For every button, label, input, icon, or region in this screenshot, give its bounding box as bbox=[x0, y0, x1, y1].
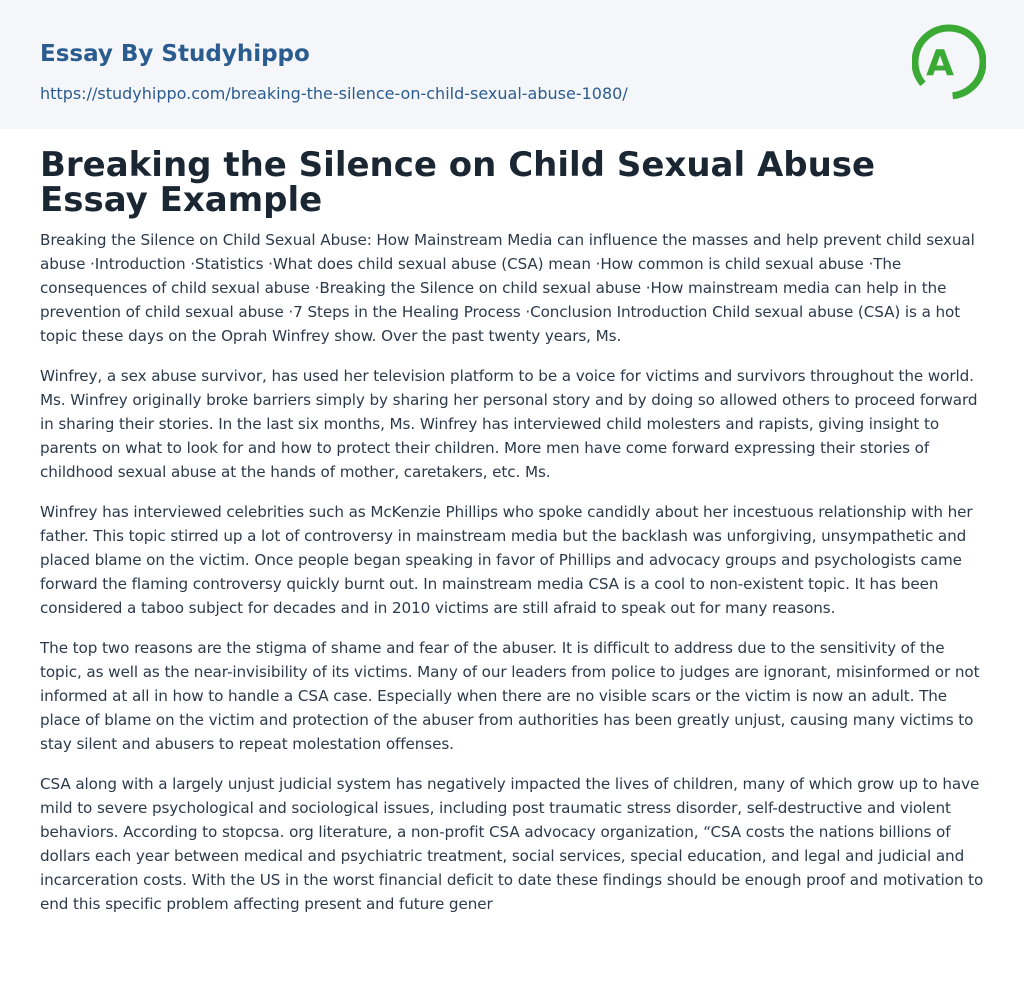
essay-paragraph: Winfrey, a sex abuse survivor, has used her television platform to be a voice for victims and survivors throughout the world. Ms. Winfrey originally broke barriers simply by sharing her personal story and by doing so allowed others to proceed forward in sharing their stories. In the last six months, Ms. Winfrey has interviewed child molesters and rapists, giving insight to parents on what to look for and how to protect their children. More men have come forward expressing their stories of childhood sexual abuse at the hands of mother, caretakers, etc. Ms. bbox=[40, 367, 978, 481]
essay-body bbox=[40, 228, 988, 942]
studyhippo-logo-icon[interactable] bbox=[912, 20, 986, 106]
essay-url-link[interactable]: https://studyhippo.com/breaking-the-silence-on-child-sexual-abuse-1080/ bbox=[40, 84, 628, 103]
essay-paragraph: CSA along with a largely unjust judicial system has negatively impacted the lives of children, many of which grow up to have mild to severe psychological and sociological issues, including post traumatic stress disorder, self-destructive and violent behaviors. According to stopcsa. org literature, a non-profit CSA advocacy organization, “CSA costs the nations billions of dollars each year between medical and psychiatric treatment, social services, special education, and legal and judicial and incarceration costs. With the US in the worst financial deficit to date these findings should be enough proof and motivation to end this specific problem affecting present and future gener bbox=[40, 775, 984, 913]
page-title: Breaking the Silence on Child Sexual Abuse Essay Example bbox=[40, 145, 876, 220]
essay-paragraph: The top two reasons are the stigma of shame and fear of the abuser. It is difficult to address due to the sensitivity of the topic, as well as the near-invisibility of its victims. Many of our leaders from police to judges are ignorant, misinformed or not informed at all in how to handle a CSA case. Especially when there are no visible scars or the victim is now an adult. The place of blame on the victim and protection of the abuser from authorities has been greatly unjust, causing many victims to stay silent and abusers to repeat molestation offenses. bbox=[40, 639, 980, 753]
essay-paragraph: Breaking the Silence on Child Sexual Abuse: How Mainstream Media can influence the masses and help prevent child sexual abuse ·Introduction ·Statistics ·What does child sexual abuse (CSA) mean ·How common is child sexual abuse ·The consequences of child sexual abuse ·Breaking the Silence on child sexual abuse ·How mainstream media can help in the prevention of child sexual abuse ·7 Steps in the Healing Process ·Conclusion Introduction Child sexual abuse (CSA) is a hot topic these days on the Oprah Winfrey show. Over the past twenty years, Ms. bbox=[40, 231, 975, 345]
essay-paragraph: Winfrey has interviewed celebrities such as McKenzie Phillips who spoke candidly about her incestuous relationship with her father. This topic stirred up a lot of controversy in mainstream media but the backlash was unforgiving, unsympathetic and placed blame on the victim. Once people began speaking in favor of Phillips and advocacy groups and psychologists came forward the flaming controversy quickly burnt out. In mainstream media CSA is a cool to non-existent topic. It has been considered a taboo subject for decades and in 2010 victims are still afraid to speak out for many reasons. bbox=[40, 503, 973, 617]
logo-letter: A bbox=[926, 43, 954, 84]
site-header bbox=[0, 0, 1024, 129]
site-brand[interactable]: Essay By Studyhippo bbox=[40, 41, 310, 67]
